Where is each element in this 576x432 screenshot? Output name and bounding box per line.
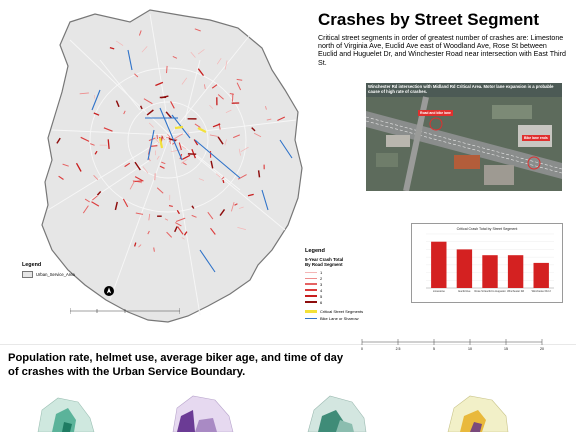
- crash-segment: [108, 139, 109, 149]
- chart-x-label: Rose St Euclid to Huguelet: [474, 290, 506, 293]
- legend-class-swatch: [305, 289, 317, 291]
- legend-main-subtitle-2: By Road Segment: [305, 262, 343, 267]
- legend-crashes: [305, 248, 363, 321]
- photo-caption: Winchester Rd intersection with Midland Rd Critical Area. Motor lane expansion is a probable cause of high rate of crashes.: [368, 84, 554, 94]
- chart-x-label: Winchester Rd: [507, 290, 525, 293]
- legend-class-swatch: [305, 295, 317, 297]
- legend-class-swatch: [305, 278, 317, 279]
- crash-segment: [223, 180, 224, 183]
- legend-class-label: 4: [320, 287, 323, 293]
- crash-segment: [167, 66, 168, 73]
- scale-tick-label: 5: [433, 347, 435, 351]
- chart-x-label: Euclid Ave: [458, 290, 471, 293]
- aerial-photo: [366, 83, 562, 191]
- legend-class-label: 6: [320, 299, 323, 305]
- average-biker-age-map: [300, 390, 372, 432]
- chart-x-label: Limestone: [432, 290, 445, 293]
- chart-bar: [508, 255, 523, 288]
- legend-left-title: Legend: [22, 262, 42, 268]
- legend-class-label: 5: [320, 293, 323, 299]
- bottom-section-title: Population rate, helmet use, average biker age, and time of day of crashes with the Urban Service Boundary.: [8, 352, 344, 378]
- chart-bar: [534, 263, 549, 288]
- legend-main-subtitle-1: 5-Year Crash Total: [305, 257, 344, 262]
- legend-urban-service: [22, 262, 75, 278]
- legend-class-swatch: [305, 283, 317, 284]
- scale-tick-label: 0: [361, 347, 363, 351]
- legend-class-swatch: [305, 272, 317, 273]
- scale-bar: [360, 338, 545, 357]
- legend-critical-label: Critical Street Segments: [320, 309, 364, 314]
- page-title: Crashes by Street Segment: [318, 10, 540, 29]
- scale-tick-label: 10: [468, 347, 472, 351]
- crash-segment: [157, 135, 158, 139]
- legend-class-6: [305, 299, 363, 305]
- time-of-day-map: [440, 390, 512, 432]
- legend-class-label: 1: [320, 269, 323, 275]
- helmet-use-map: [165, 390, 237, 432]
- chart-bar: [431, 242, 446, 288]
- urban-service-area-boundary: [42, 10, 302, 322]
- population-rate-map: [28, 390, 100, 432]
- crash-segment: [259, 170, 260, 177]
- legend-class-swatch: [305, 301, 317, 303]
- intro-text: Critical street segments in order of greatest number of crashes are: Limestone north of Virginia Ave, Euclid Ave east of Woodland Ave, Rose St between Euclid and Huguelet Dr, and Winchester Road near intersection with East Third St.: [318, 34, 566, 67]
- scale-tick-label: 20: [540, 347, 544, 351]
- legend-critical-row: [305, 309, 363, 314]
- chart-bar: [457, 249, 472, 288]
- legend-class-label: 3: [320, 281, 323, 287]
- legend-bike-label: Bike Lane or Sharrow: [320, 316, 359, 321]
- critical-swatch: [305, 310, 317, 313]
- legend-bike-row: [305, 316, 363, 321]
- legend-left-item: [22, 271, 75, 278]
- legend-main-title: Legend: [305, 248, 325, 254]
- chart-x-labels: [433, 289, 552, 293]
- legend-class-list: [305, 269, 363, 305]
- chart-bar: [482, 255, 497, 288]
- crash-segment: [169, 206, 173, 207]
- bike-swatch: [305, 318, 317, 319]
- crash-segment: [154, 248, 155, 252]
- photo-tag-right: Bike lane ends: [524, 136, 548, 140]
- urban-area-swatch: [22, 271, 33, 278]
- crash-map: [0, 0, 310, 330]
- crash-segment: [151, 146, 158, 147]
- crash-bar-chart: [411, 223, 563, 303]
- chart-x-label: Winchester Rd 2: [531, 290, 551, 293]
- map-scale-bar-small: [70, 307, 180, 317]
- legend-left-item-label: Urban_Service_Area: [36, 272, 75, 277]
- scale-tick-label: 2.5: [395, 347, 401, 351]
- scale-tick-label: 15: [504, 347, 508, 351]
- chart-svg: [412, 224, 562, 302]
- photo-tag-left: Road and bike lane: [420, 111, 451, 115]
- north-arrow-icon: [104, 286, 114, 296]
- chart-title: Critical Crash Total by Street Segment: [456, 227, 518, 231]
- legend-class-label: 2: [320, 275, 323, 281]
